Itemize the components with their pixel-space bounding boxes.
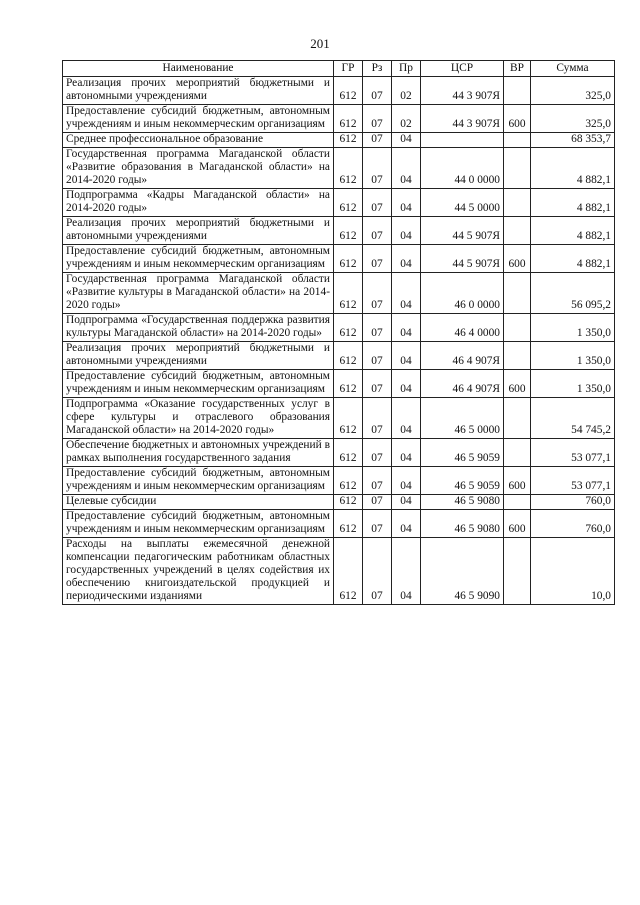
row-csr: 44 3 907Я [421,77,504,105]
header-vr: ВР [504,61,531,77]
row-rz: 07 [363,495,392,510]
row-gr: 612 [334,342,363,370]
row-sum: 325,0 [531,77,615,105]
row-rz: 07 [363,273,392,314]
table-row [63,105,615,133]
row-csr: 46 5 9090 [421,538,504,605]
row-csr: 46 4 0000 [421,314,504,342]
budget-table [62,60,615,605]
header-gr: ГР [334,61,363,77]
header-pr: Пр [392,61,421,77]
row-pr: 04 [392,538,421,605]
row-name: Подпрограмма «Государственная поддержка развития культуры Магаданской области» на 2014-2020 годы» [63,314,334,342]
row-vr [504,538,531,605]
row-rz: 07 [363,245,392,273]
table-row [63,314,615,342]
row-gr: 612 [334,510,363,538]
row-gr: 612 [334,189,363,217]
row-gr: 612 [334,148,363,189]
row-csr: 44 5 907Я [421,217,504,245]
header-csr: ЦСР [421,61,504,77]
row-sum: 760,0 [531,510,615,538]
row-sum: 53 077,1 [531,439,615,467]
row-sum: 325,0 [531,105,615,133]
row-sum: 68 353,7 [531,133,615,148]
row-csr: 46 5 9080 [421,510,504,538]
row-pr: 04 [392,314,421,342]
row-vr [504,398,531,439]
row-rz: 07 [363,370,392,398]
table-row [63,217,615,245]
row-gr: 612 [334,105,363,133]
row-pr: 04 [392,148,421,189]
row-sum: 1 350,0 [531,314,615,342]
row-name: Предоставление субсидий бюджетным, автономным учреждениям и иным некоммерческим организациям [63,105,334,133]
row-vr [504,495,531,510]
table-row [63,510,615,538]
row-name: Целевые субсидии [63,495,334,510]
row-rz: 07 [363,314,392,342]
row-csr [421,133,504,148]
row-name: Государственная программа Магаданской области «Развитие культуры в Магаданской области» на 2014-2020 годы» [63,273,334,314]
row-gr: 612 [334,538,363,605]
row-csr: 46 5 0000 [421,398,504,439]
row-rz: 07 [363,538,392,605]
row-vr: 600 [504,245,531,273]
row-rz: 07 [363,148,392,189]
row-vr [504,342,531,370]
row-vr [504,189,531,217]
header-sum: Сумма [531,61,615,77]
row-vr: 600 [504,105,531,133]
row-pr: 04 [392,398,421,439]
row-rz: 07 [363,467,392,495]
row-name: Обеспечение бюджетных и автономных учреждений в рамках выполнения государственного задания [63,439,334,467]
row-csr: 46 5 9059 [421,467,504,495]
row-vr [504,133,531,148]
row-pr: 04 [392,510,421,538]
row-rz: 07 [363,133,392,148]
row-sum: 53 077,1 [531,467,615,495]
row-pr: 04 [392,439,421,467]
row-rz: 07 [363,189,392,217]
row-sum: 4 882,1 [531,189,615,217]
table-row [63,398,615,439]
row-rz: 07 [363,510,392,538]
row-name: Предоставление субсидий бюджетным, автономным учреждениям и иным некоммерческим организациям [63,245,334,273]
table-row [63,370,615,398]
table-row [63,495,615,510]
row-gr: 612 [334,495,363,510]
row-gr: 612 [334,133,363,148]
row-csr: 46 4 907Я [421,370,504,398]
row-csr: 46 5 9059 [421,439,504,467]
row-csr: 46 4 907Я [421,342,504,370]
row-rz: 07 [363,439,392,467]
table-row [63,148,615,189]
row-rz: 07 [363,217,392,245]
table-row [63,467,615,495]
row-sum: 4 882,1 [531,148,615,189]
row-rz: 07 [363,342,392,370]
row-pr: 04 [392,245,421,273]
table-row [63,538,615,605]
row-name: Государственная программа Магаданской области «Развитие образования в Магаданской области» на 2014-2020 годы» [63,148,334,189]
row-gr: 612 [334,273,363,314]
row-name: Реализация прочих мероприятий бюджетными и автономными учреждениями [63,77,334,105]
row-sum: 4 882,1 [531,217,615,245]
row-csr: 44 3 907Я [421,105,504,133]
row-gr: 612 [334,439,363,467]
row-vr [504,273,531,314]
row-pr: 04 [392,273,421,314]
table-row [63,439,615,467]
table-row [63,133,615,148]
row-name: Подпрограмма «Оказание государственных услуг в сфере культуры и отраслевого образования Магаданской области» на 2014-2020 годы» [63,398,334,439]
row-name: Предоставление субсидий бюджетным, автономным учреждениям и иным некоммерческим организациям [63,370,334,398]
row-sum: 56 095,2 [531,273,615,314]
row-vr [504,148,531,189]
header-rz: Рз [363,61,392,77]
row-sum: 54 745,2 [531,398,615,439]
row-vr: 600 [504,510,531,538]
row-gr: 612 [334,398,363,439]
row-sum: 1 350,0 [531,342,615,370]
row-gr: 612 [334,467,363,495]
row-csr: 46 0 0000 [421,273,504,314]
table-row [63,189,615,217]
row-pr: 04 [392,133,421,148]
row-pr: 04 [392,495,421,510]
row-vr: 600 [504,370,531,398]
row-name: Предоставление субсидий бюджетным, автономным учреждениям и иным некоммерческим организациям [63,467,334,495]
table-row [63,77,615,105]
row-name: Реализация прочих мероприятий бюджетными и автономными учреждениями [63,342,334,370]
row-vr [504,439,531,467]
table-row [63,273,615,314]
row-sum: 4 882,1 [531,245,615,273]
row-name: Подпрограмма «Кадры Магаданской области» на 2014-2020 годы» [63,189,334,217]
row-rz: 07 [363,398,392,439]
row-pr: 04 [392,370,421,398]
header-name: Наименование [63,61,334,77]
row-pr: 04 [392,342,421,370]
table-row [63,342,615,370]
row-name: Предоставление субсидий бюджетным, автономным учреждениям и иным некоммерческим организациям [63,510,334,538]
row-gr: 612 [334,245,363,273]
row-pr: 04 [392,467,421,495]
row-vr [504,217,531,245]
row-pr: 04 [392,189,421,217]
page-number: 201 [310,36,330,51]
row-csr: 46 5 9080 [421,495,504,510]
row-sum: 10,0 [531,538,615,605]
row-name: Расходы на выплаты ежемесячной денежной компенсации педагогическим работникам областных государственных учреждений в целях содействия их обеспечению книгоиздательской продукцией и периодическими изданиями [63,538,334,605]
row-csr: 44 5 0000 [421,189,504,217]
row-pr: 02 [392,105,421,133]
row-name: Реализация прочих мероприятий бюджетными и автономными учреждениями [63,217,334,245]
row-pr: 02 [392,77,421,105]
row-vr [504,314,531,342]
row-rz: 07 [363,105,392,133]
row-csr: 44 5 907Я [421,245,504,273]
row-pr: 04 [392,217,421,245]
row-sum: 760,0 [531,495,615,510]
row-vr: 600 [504,467,531,495]
row-rz: 07 [363,77,392,105]
row-gr: 612 [334,314,363,342]
row-name: Среднее профессиональное образование [63,133,334,148]
row-gr: 612 [334,217,363,245]
row-vr [504,77,531,105]
row-gr: 612 [334,370,363,398]
table-row [63,245,615,273]
row-sum: 1 350,0 [531,370,615,398]
row-gr: 612 [334,77,363,105]
table-header-row [63,61,615,77]
row-csr: 44 0 0000 [421,148,504,189]
